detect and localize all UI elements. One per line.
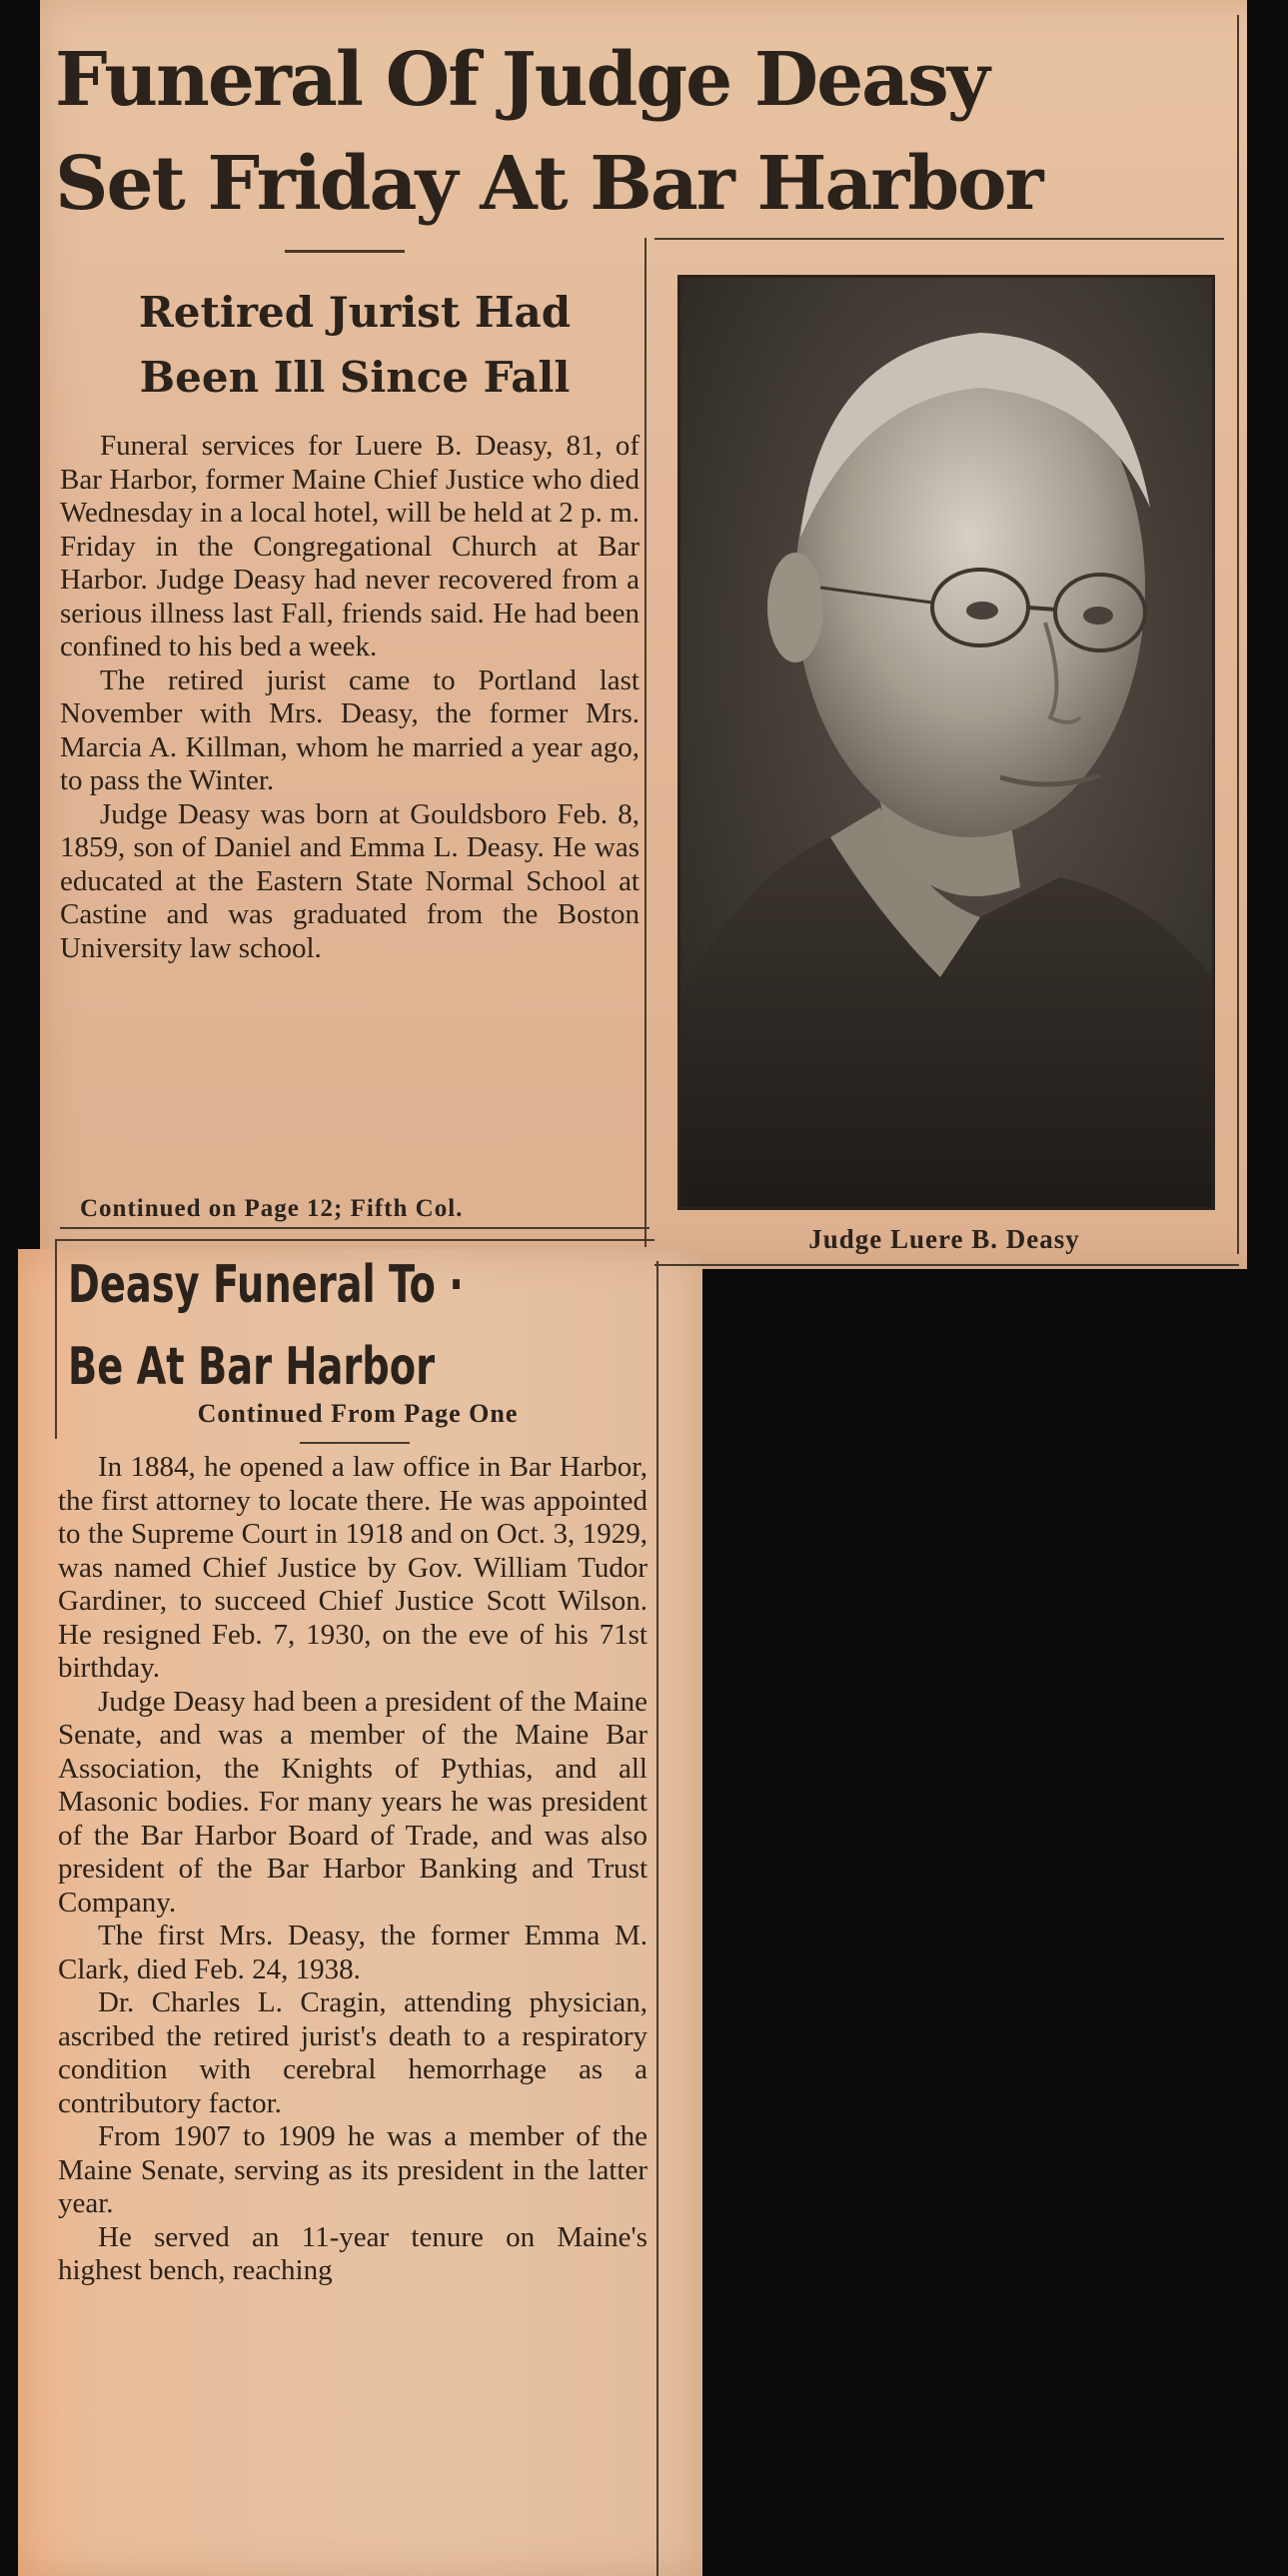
continuation-paragraph: Judge Deasy had been a president of the Maine Senate, and was a member of the Maine Bar Association, the Knights of Pythias, and all Masonic bodies. For many years he was president of the Bar Harbor Board of Trade, and was also president of the Bar Harbor Banking and Trust Company. (58, 1685, 647, 1919)
continued-from-note: Continued From Page One (197, 1399, 519, 1428)
continued-on-note: Continued on Page 12; Fifth Col. (80, 1195, 464, 1222)
continued-underline (60, 1227, 649, 1229)
article-paragraph: Funeral services for Luere B. Deasy, 81, of Bar Harbor, former Maine Chief Justice who died Wednesday in a local hotel, will be held at 2 p. m. Friday in the Congregational Church at Bar Harbor. Judge Deasy had never recovered from a serious illness last Fall, friends said. He had been confined to his bed a week. (60, 430, 640, 662)
continuation-left-rule (55, 1239, 57, 1439)
continuation-headline-line2: Be At Bar Harbor (68, 1337, 436, 1397)
subheadline (60, 280, 649, 410)
continuation-top-rule (55, 1239, 654, 1241)
background-strip (1247, 0, 1288, 1269)
subheadline-line2: Been Ill Since Fall (139, 353, 571, 402)
short-divider (285, 250, 405, 253)
continuation-right-rule (656, 1261, 658, 2576)
portrait-illustration (680, 278, 1212, 1207)
short-divider-2 (300, 1442, 410, 1444)
article-body (60, 430, 640, 965)
continuation-paragraph: Dr. Charles L. Cragin, attending physician, ascribed the retired jurist's death to a respiratory condition with cerebral hemorrhage as a contributory factor. (58, 1986, 647, 2119)
continuation-paragraph: From 1907 to 1909 he was a member of the Maine Senate, serving as its president in the latter year. (58, 2120, 647, 2219)
continuation-body (58, 1451, 647, 2288)
continuation-paragraph: He served an 11-year tenure on Maine's highest bench, reaching (58, 2220, 647, 2286)
main-headline-line2: Set Friday At Bar Harbor (55, 141, 1042, 227)
photo-caption: Judge Luere B. Deasy (808, 1224, 1080, 1254)
right-border-rule (1237, 15, 1239, 1254)
continuation-paragraph: In 1884, he opened a law office in Bar Harbor, the first attorney to locate there. He was appointed to the Supreme Court in 1918 and on Oct. 3, 1929, was named Chief Justice by Gov. William Tudor Gardiner, to succeed Chief Justice Scott Wilson. He resigned Feb. 7, 1930, on the eve of his 71st birthday. (58, 1451, 647, 1684)
portrait-photo (677, 275, 1215, 1210)
article-paragraph: Judge Deasy was born at Gouldsboro Feb. 8, 1859, son of Daniel and Emma L. Deasy. He was educated at the Eastern State Normal School at Castine and was graduated from the Boston University law school. (60, 797, 640, 964)
photo-frame-top-rule (654, 238, 1224, 240)
main-headline-line1: Funeral Of Judge Deasy (55, 37, 988, 123)
subheadline-line1: Retired Jurist Had (138, 288, 572, 337)
continuation-paragraph: The first Mrs. Deasy, the former Emma M. Clark, died Feb. 24, 1938. (58, 1920, 647, 1985)
main-headline (55, 28, 1054, 236)
continuation-headline-line1: Deasy Funeral To (68, 1255, 436, 1315)
article-paragraph: The retired jurist came to Portland last November with Mrs. Deasy, the former Mrs. Marcia A. Killman, whom he married a year ago, to pass the Winter. (60, 663, 640, 796)
caption-bottom-rule (654, 1264, 1239, 1266)
continuation-headline: Deasy Funeral To · Be At Bar Harbor (68, 1255, 464, 1397)
